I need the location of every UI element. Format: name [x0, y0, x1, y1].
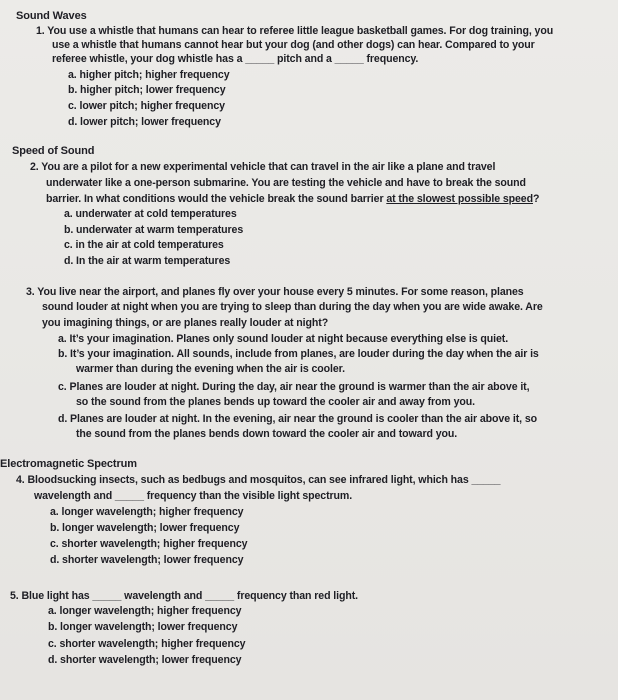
- q3-option-a: a. It’s your imagination. Planes only sound louder at night because everything else is quiet.: [58, 333, 509, 345]
- q2-line3-main: barrier. In what conditions would the vehicle break the sound barrier: [46, 193, 387, 205]
- q1-option-b: b. higher pitch; lower frequency: [68, 84, 226, 96]
- q4-option-d: d. shorter wavelength; lower frequency: [50, 554, 244, 566]
- q2-text-line2: underwater like a one-person submarine. You are testing the vehicle and have to break the sound: [46, 177, 526, 189]
- q2-underlined-phrase: at the slowest possible speed: [386, 193, 533, 205]
- q3-option-d-line2: the sound from the planes bends down toward the cooler air and toward you.: [76, 428, 458, 440]
- q5-option-d: d. shorter wavelength; lower frequency: [48, 654, 242, 666]
- q3-option-d-line1: d. Planes are louder at night. In the evening, air near the ground is cooler than the air above it, so: [58, 413, 537, 425]
- q4-option-c: c. shorter wavelength; higher frequency: [50, 538, 248, 550]
- q1-text-line3: referee whistle, your dog whistle has a _____ pitch and a _____ frequency.: [52, 53, 419, 65]
- q3-option-b-line2: warmer than during the evening when the air is cooler.: [76, 363, 345, 375]
- q2-option-d: d. In the air at warm temperatures: [64, 255, 231, 267]
- q2-text-line1: 2. You are a pilot for a new experimental vehicle that can travel in the air like a plane and travel: [30, 161, 496, 173]
- q1-text-line1: 1. You use a whistle that humans can hear to referee little league basketball games. For dog training, you: [36, 25, 554, 37]
- q2-option-c: c. in the air at cold temperatures: [64, 239, 224, 251]
- q5-option-a: a. longer wavelength; higher frequency: [48, 605, 242, 617]
- q4-option-a: a. longer wavelength; higher frequency: [50, 506, 244, 518]
- section-heading-speed-of-sound: Speed of Sound: [12, 145, 95, 157]
- q5-option-b: b. longer wavelength; lower frequency: [48, 621, 238, 633]
- q3-text-line1: 3. You live near the airport, and planes fly over your house every 5 minutes. For some reason, planes: [26, 286, 524, 298]
- q1-option-c: c. lower pitch; higher frequency: [68, 100, 225, 112]
- q3-option-c-line1: c. Planes are louder at night. During the day, air near the ground is warmer than the air above it,: [58, 381, 530, 393]
- q5-text-line1: 5. Blue light has _____ wavelength and _____ frequency than red light.: [10, 590, 358, 602]
- q3-text-line2: sound louder at night when you are trying to sleep than during the day when you are wide awake. Are: [42, 301, 543, 313]
- q2-option-a: a. underwater at cold temperatures: [64, 208, 237, 220]
- q5-option-c: c. shorter wavelength; higher frequency: [48, 638, 246, 650]
- q3-option-c-line2: so the sound from the planes bends up toward the cooler air and away from you.: [76, 396, 475, 408]
- q1-option-d: d. lower pitch; lower frequency: [68, 116, 221, 128]
- q3-text-line3: you imagining things, or are planes really louder at night?: [42, 317, 329, 329]
- q2-line3-end: ?: [532, 193, 540, 205]
- q1-text-line2: use a whistle that humans cannot hear but your dog (and other dogs) can hear. Compared to your: [52, 39, 535, 51]
- section-heading-em-spectrum: Electromagnetic Spectrum: [0, 458, 137, 470]
- q2-text-line3: [46, 193, 539, 206]
- q3-option-b-line1: b. It’s your imagination. All sounds, include from planes, are louder during the day when the air is: [58, 348, 539, 360]
- q4-text-line1: 4. Bloodsucking insects, such as bedbugs and mosquitos, can see infrared light, which has _____: [16, 474, 501, 486]
- q1-option-a: a. higher pitch; higher frequency: [68, 69, 230, 81]
- section-heading-sound-waves: Sound Waves: [16, 10, 87, 22]
- q4-option-b: b. longer wavelength; lower frequency: [50, 522, 240, 534]
- q4-text-line2: wavelength and _____ frequency than the visible light spectrum.: [34, 490, 353, 502]
- q2-option-b: b. underwater at warm temperatures: [64, 224, 244, 236]
